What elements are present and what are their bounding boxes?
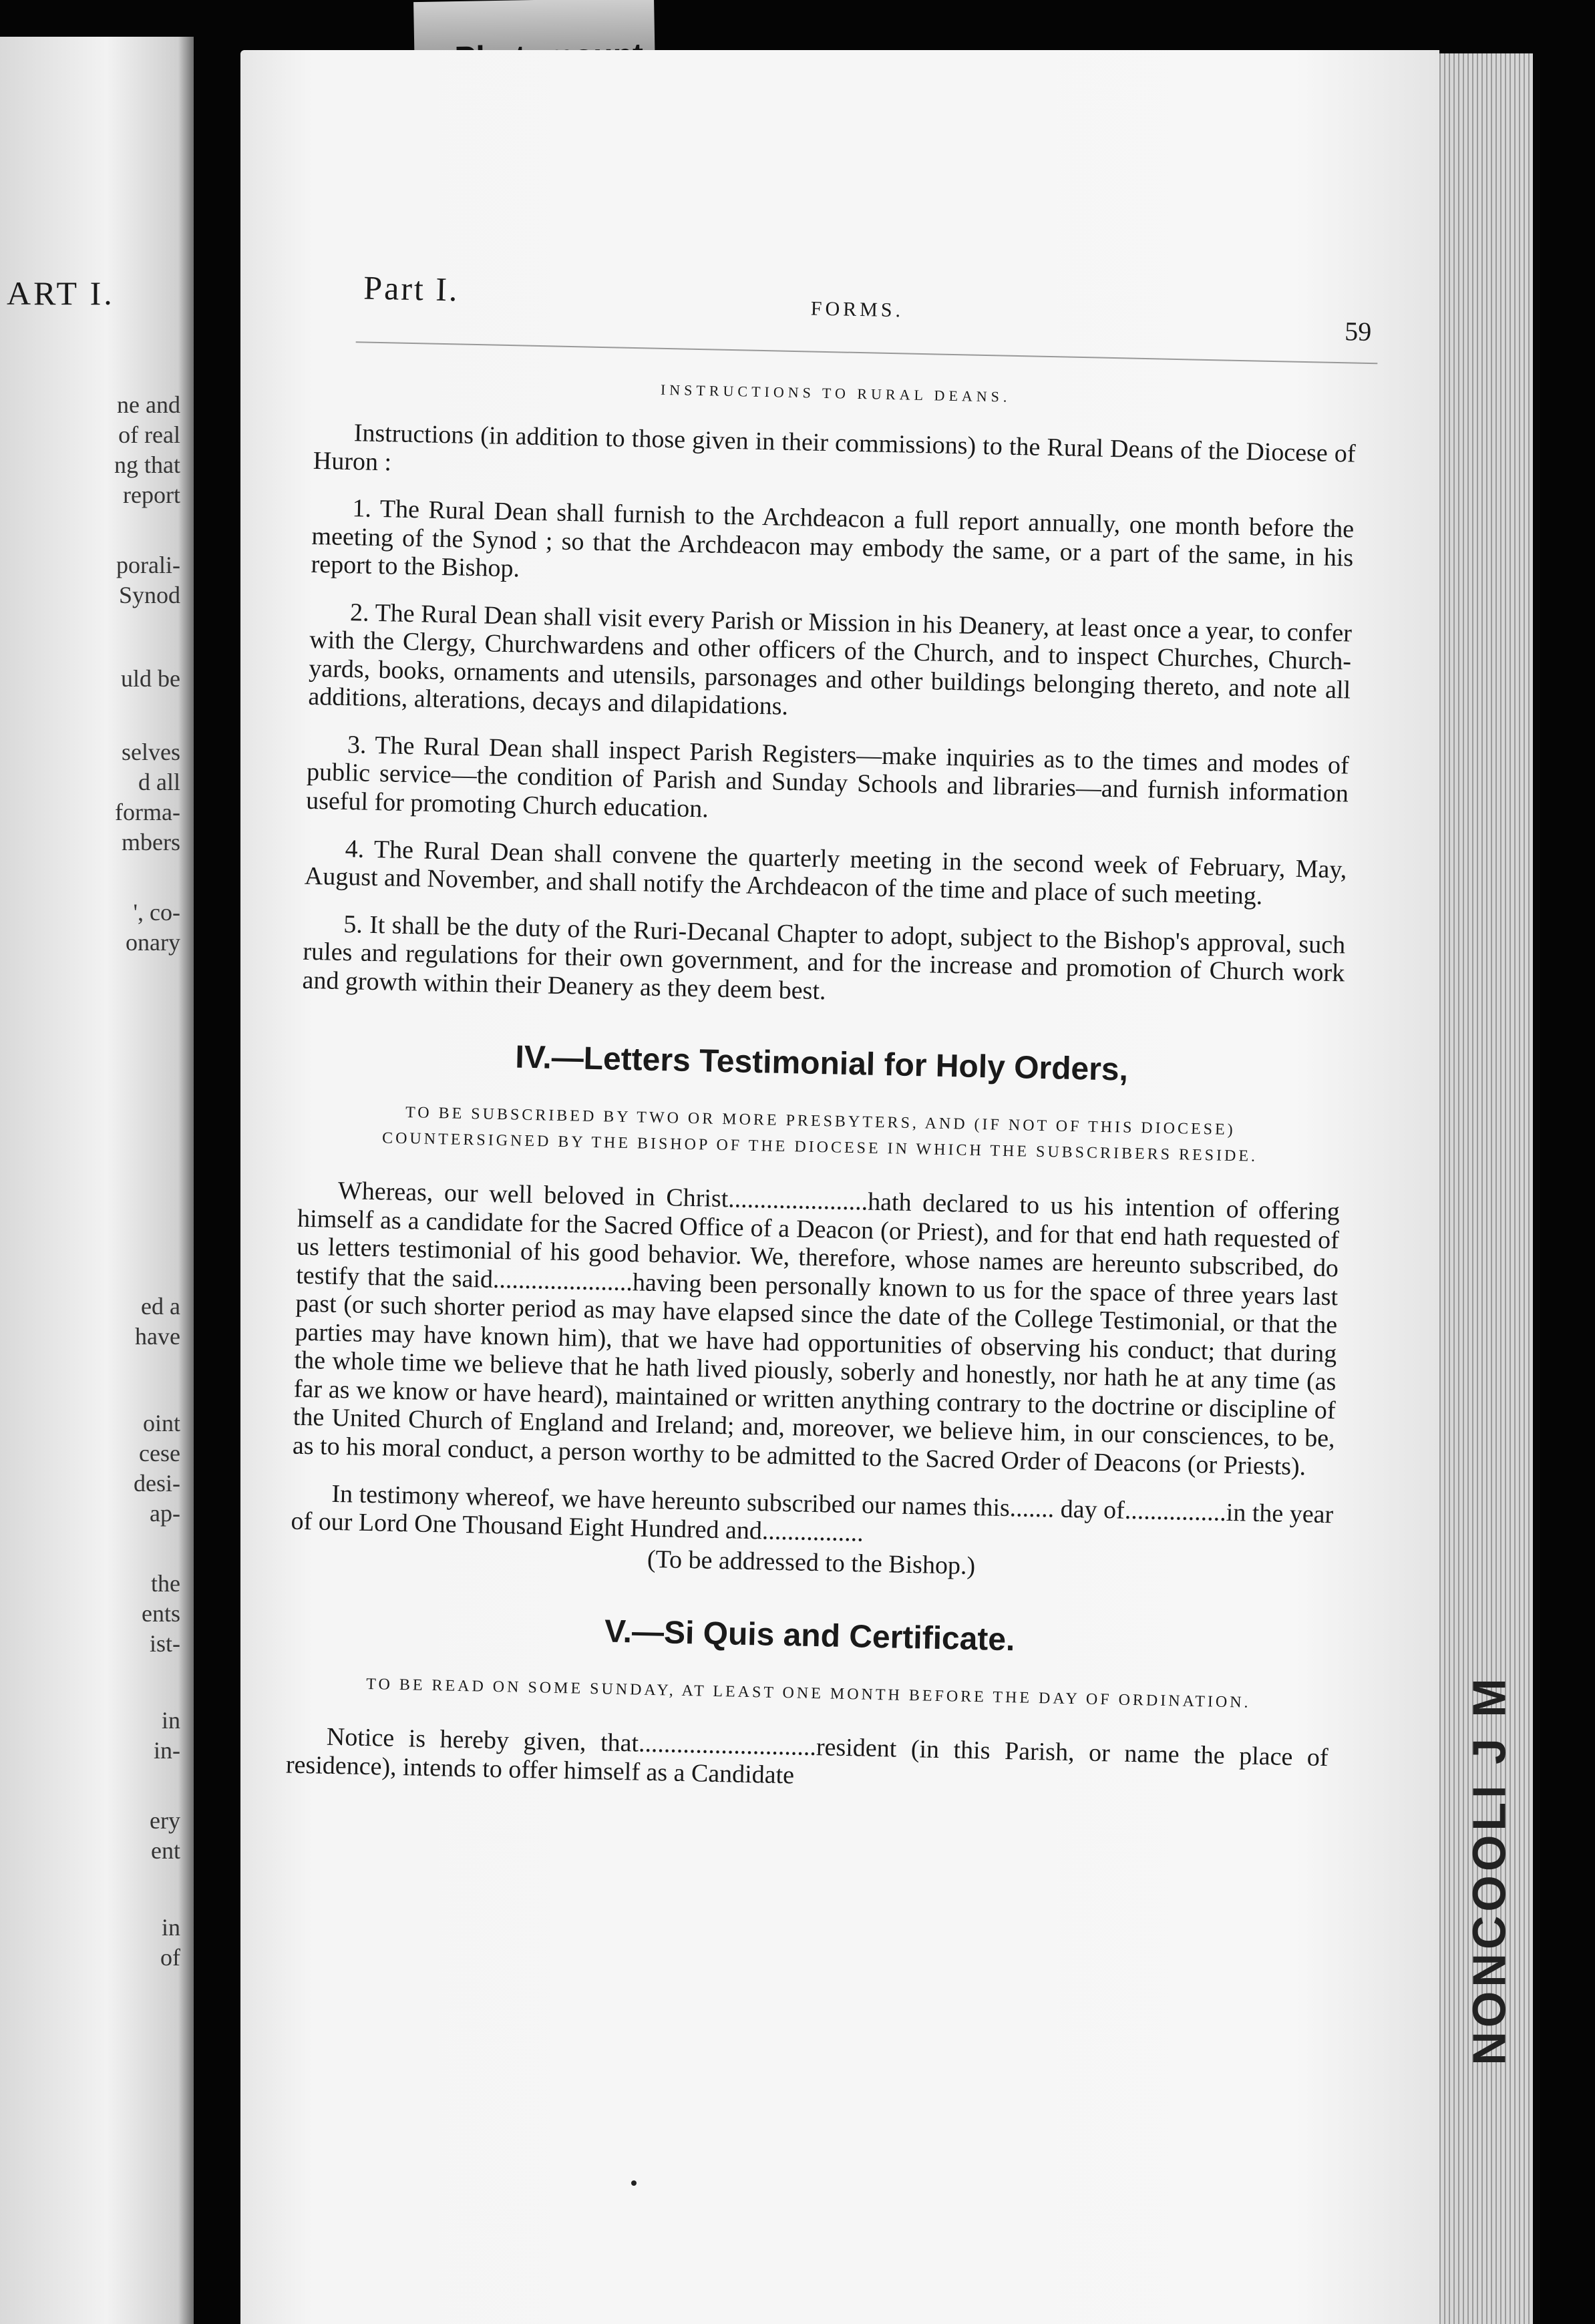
rural-deans-heading: INSTRUCTIONS TO RURAL DEANS. <box>660 381 1011 405</box>
address-note: (To be addressed to the Bishop.) <box>647 1545 976 1580</box>
rural-deans-intro: Instructions (in addition to those given in their commissions) to the Rural Deans of the Diocese of Huron : <box>313 419 1356 476</box>
left-page-fragment: cese <box>139 1440 180 1467</box>
left-page-fragment: onary <box>126 929 180 956</box>
left-page-fragment: uld be <box>121 665 180 692</box>
section-v-title: V.—Si Quis and Certificate. <box>604 1613 1015 1658</box>
left-page-fragment: ents <box>142 1600 180 1627</box>
instruction-item: 1. The Rural Dean shall furnish to the Archdeacon a full report annually, one month before the meeting of the Synod ; so that the Archdeacon may embody the same, or a part of the same, in his report to the Bishop. <box>311 494 1355 583</box>
left-page-fragment: in <box>161 1914 180 1941</box>
running-title: FORMS. <box>810 297 904 322</box>
si-quis-notice: Notice is hereby given, that............................resident (in this Parish, or name the place of residence), intends to offer himself as a Candidate <box>285 1722 1329 1790</box>
left-page-fragment: ed a <box>141 1293 180 1320</box>
left-page-edge <box>0 37 194 2324</box>
left-page-header: ART I. <box>7 274 115 312</box>
left-page-fragment: ist- <box>149 1630 180 1657</box>
left-page-fragment: oint <box>142 1410 180 1436</box>
left-page-fragment: selves <box>122 739 180 765</box>
left-page-fragment: ng that <box>114 451 180 478</box>
left-page-fragment: in <box>161 1707 180 1734</box>
left-page-fragment: the <box>151 1570 180 1597</box>
instruction-item: 3. The Rural Dean shall inspect Parish Registers—make inquiries as to the times and modes of public service—the condition of Parish and Sunday Schools and libraries—and furnish information useful for promoting Church education. <box>305 731 1350 823</box>
left-page-fragment: of <box>160 1944 180 1971</box>
testimony-clause: In testimony whereof, we have hereunto subscribed our names this....... day of................in the year of our Lord One Thousand Eight Hundred and................ <box>291 1479 1334 1547</box>
left-page-fragment: have <box>135 1323 180 1350</box>
part-label: Part I. <box>363 268 460 309</box>
instruction-item: 5. It shall be the duty of the Ruri-Decanal Chapter to adopt, subject to the Bishop's approval, such rules and regulations for their own government, and for the increase and promotion of Church work and growth within their Deanery as they deem best. <box>302 910 1346 1005</box>
left-page-fragment: ap- <box>150 1500 180 1527</box>
left-page-fragment: in- <box>154 1737 180 1764</box>
left-page-fragment: Synod <box>118 582 180 608</box>
left-page-fragment: d all <box>138 769 180 795</box>
page-content <box>285 267 1372 1800</box>
left-page-fragment: mbers <box>122 829 180 855</box>
section-v-subtitle: TO BE READ ON SOME SUNDAY, AT LEAST ONE MONTH BEFORE THE DAY OF ORDINATION. <box>366 1675 1251 1712</box>
left-page-fragment: desi- <box>134 1470 180 1497</box>
instruction-item: 4. The Rural Dean shall convene the quarterly meeting in the second week of February, May, August and November, and shall notify the Archdeacon of the time and place of such meeting. <box>304 834 1347 910</box>
section-iv-title: IV.—Letters Testimonial for Holy Orders, <box>514 1039 1129 1088</box>
instruction-item: 2. The Rural Dean shall visit every Parish or Mission in his Deanery, at least once a year, to confer with the Clergy, Churchwardens and other officers of the Church, and to inspect Churches, Church-yards, books, ornaments and utensils, parsonages and other buildings belonging thereto, and note all additions, alterations, decays and dilapidations. <box>308 598 1353 721</box>
left-page-fragment: ent <box>151 1837 180 1864</box>
left-page-fragment: report <box>123 481 180 508</box>
left-page-fragment: porali- <box>116 552 180 578</box>
edge-stamp: NONCOOLI J M <box>1463 1674 1516 2066</box>
section-iv-subtitle: TO BE SUBSCRIBED BY TWO OR MORE PRESBYTERS, AND (IF NOT OF THIS DIOCESE) COUNTERSIGNED BY THE BISHOP OF THE DIOCESE IN WHICH THE SUBSCRIBERS RESIDE. <box>381 1104 1258 1165</box>
left-page-fragment: ', co- <box>133 899 180 926</box>
left-page-fragment: ery <box>150 1807 180 1834</box>
page-number: 59 <box>1344 316 1372 347</box>
left-page-fragment: ne and <box>117 391 180 418</box>
left-page-fragment: forma- <box>115 799 180 825</box>
page-speck <box>631 2180 637 2186</box>
letters-testimonial-body: Whereas, our well beloved in Christ......................hath declared to us his intention of offering himself as a candidate for the Sacred Office of a Deacon (or Priest), and for that end hath requested of us letters testimonial of his good behavior. We, therefore, whose names are hereunto subscribed, do testify that the said......................having been personally known to us for the space of three years last past (or such shorter period as may have elapsed since the date of the College Testimonial, or that the parties may have known him), that we have had opportunities of observing his conduct; that during the whole time we believe that he hath lived piously, soberly and honestly, nor hath he at any time (as far as we know or have heard), maintained or written anything contrary to the doctrine or discipline of the United Church of England and Ireland; and, moreover, we believe him, in our consciences, to be, as to his moral conduct, a person worthy to be admitted to the Sacred Order of Deacons (or Priests). <box>292 1177 1341 1481</box>
left-page-fragment: of real <box>118 421 180 448</box>
